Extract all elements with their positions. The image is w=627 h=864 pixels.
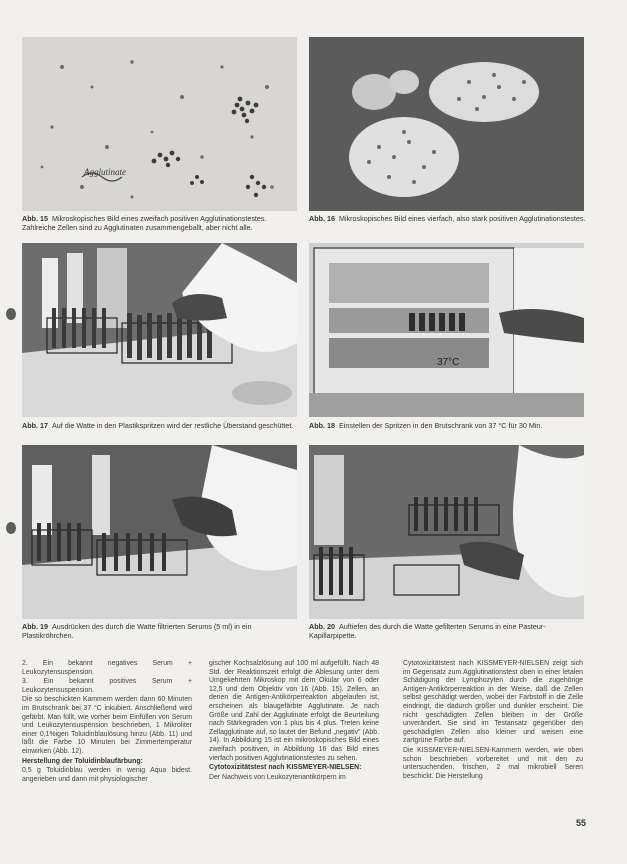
caption-text: Einstellen der Spritzen in den Brutschrank von 37 °C für 30 Min. [338,421,543,430]
paragraph: Die KISSMEYER-NIELSEN-Kammern werden, wie oben schon beschrieben vorbereitet und mit den zu untersuchenden, frischen, 2 mal mikrobiell Seren beschickt. Die Herstellung [403,746,583,780]
paragraph: 2. Ein bekannt negatives Serum + Leukozytensuspension. [22,660,192,676]
body-column-right [403,660,583,782]
figure-17-photo [22,243,297,417]
section-heading: Cytotoxizitätstest nach KISSMEYER-NIELSEN: [209,764,362,772]
caption-figure-19 [22,622,300,640]
figure-19-photo [22,445,297,619]
caption-figure-18 [309,421,587,430]
caption-text: Ausdrücken des durch die Watte filtrierten Serums (5 ml) in ein Plastikröhrchen. [22,622,252,640]
figure-15-micrograph [22,37,297,211]
paragraph: Der Nachweis von Leukozytenantikörpern im [209,773,346,781]
incubator-temp-label: 37°C [437,357,460,368]
paragraph: Cytotoxizitätstest nach KISSMEYER-NIELSEN zeigt sich im Gegensatz zum Agglutinationstest oben in einer letalen Schädigung der Lymphozyten durch die zugehörige Antigen-Antikörperreaktion in der Weise, daß die Zellen selbst geschädigt werden, wobei der Farbstoff in die Zelle eindringt, die dadurch größer und dunkler erscheint. Die nicht geschädigten Zellen bleiben in der Größe unverändert. Sie sind im Testansatz gegenüber den geschädigten Zellen also kleiner und weisen eine zartgrüne Farbe auf. [403,660,583,745]
body-column-left [22,660,192,785]
punch-hole-bottom [6,522,16,534]
figure-18-photo [309,243,584,417]
body-column-middle [209,660,379,783]
photo-19-image [22,445,297,619]
punch-hole-top [6,308,16,320]
caption-label: Abb. 18 [309,421,335,430]
page-number: 55 [576,818,587,828]
caption-figure-16 [309,214,587,223]
caption-figure-17 [22,421,300,430]
caption-label: Abb. 20 [309,622,335,631]
section-heading: Herstellung der Toluidinblaufärbung: [22,757,143,765]
caption-label: Abb. 17 [22,421,48,430]
micrograph-15-image [22,37,297,211]
micrograph-16-image [309,37,584,211]
caption-text: Mikroskopisches Bild eines vierfach, also stark positiven Agglutinationstestes. [338,214,586,223]
paragraph: gischer Kochsalzlösung auf 100 ml aufgefüllt. Nach 48 Std. der Reaktionszeit erfolgt die Ablesung unter dem Umgekehrten Mikroskop mit dem Okular von 6 oder 12,5 und dem Objektiv von 16 (Abb. 15). Zellen, an denen die Antigen-Antikörperreaktion abgelaufen ist, erscheinen als blaugefärbte Agglutinate. Je nach Größe und Zahl der Agglutinate erfolgt die Beurteilung nach Stärkegraden von 1 plus bis 4 plus. Treten keine Zellagglutinate auf, so lautet der Befund „negativ" (Abb. 14). In Abbildung 15 ist ein mikroskopisches Bild eines zweifach positiven, in Abbildung 16 das Bild eines vierfach positiven Agglutinationstestes zu sehen. [209,660,379,762]
paragraph: Die so beschickten Kammern werden dann 60 Minuten im Brutschrank bei 37 °C inkubiert. Anschließend wird gefärbt. Man füllt, wie vorher beim Einfüllen von Serum und Leukozytensuspension beschrieben, 1 Mikroliter einer 0,1%igen Toluidinblaulösung hinzu (Abb. 11) und läßt die Farbe 10 Minuten bei Zimmertemperatur einwirken (Abb. 12). [22,696,192,755]
caption-label: Abb. 19 [22,622,48,631]
caption-figure-15 [22,214,300,232]
photo-17-image [22,243,297,417]
caption-text: Auf die Watte in den Plastikspritzen wird der restliche Überstand geschüttet. [51,421,294,430]
paragraph: 0,5 g Toluidinblau werden in wenig Aqua bidest. angerieben und dann mit physiologischer [22,767,192,783]
paragraph: 3. Ein bekannt positives Serum + Leukozytensuspension. [22,678,192,694]
photo-18-image [309,243,584,417]
photo-label-15: Agglutinate [84,167,126,177]
photo-20-image [309,445,584,619]
caption-label: Abb. 15 [22,214,48,223]
caption-text: Auftiefen des durch die Watte gefilterten Serums in eine Pasteur-Kapillarpipette. [309,622,546,640]
caption-figure-20 [309,622,587,640]
caption-text: Mikroskopisches Bild eines zweifach positiven Agglutinationstestes. Zahlreiche Zellen sind zu Agglutinaten zusammengeballt, aber nicht alle. [22,214,267,232]
caption-label: Abb. 16 [309,214,335,223]
figure-16-micrograph [309,37,584,211]
figure-20-photo [309,445,584,619]
